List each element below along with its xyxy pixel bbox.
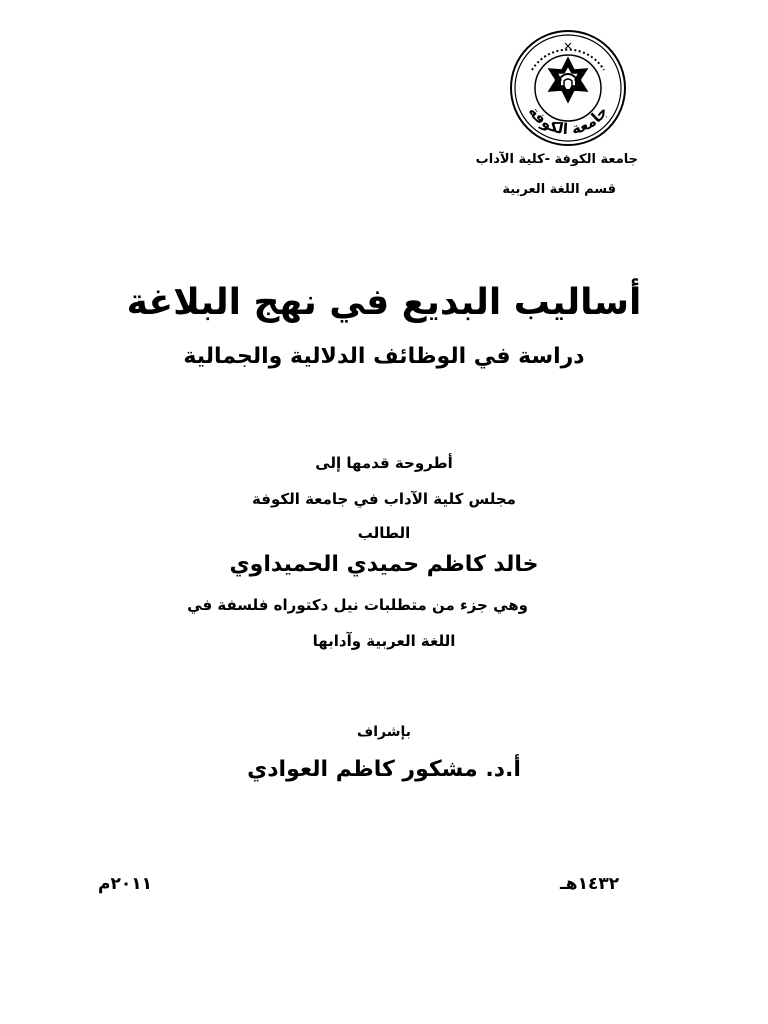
hijri-date: ١٤٣٢هـ: [560, 874, 620, 894]
seal-ring-text: جامعة الكوفة: [524, 102, 612, 139]
department-line: قسم اللغة العربية: [502, 182, 616, 197]
supervisor-name: أ.د. مشكور كاظم العوادي: [247, 757, 521, 782]
student-name: خالد كاظم حميدي الحميداوي: [229, 552, 539, 577]
degree-requirement-line-1: وهي جزء من متطلبات نيل دكتوراه فلسفة في: [187, 596, 528, 614]
college-council-line: مجلس كلية الآداب في جامعة الكوفة: [252, 490, 516, 508]
supervision-label: بإشراف: [356, 724, 412, 740]
university-college-line: جامعة الكوفة -كلية الآداب: [475, 152, 638, 167]
degree-requirement-line-2: اللغة العربية وآدابها: [312, 632, 456, 650]
student-label: الطالب: [357, 524, 411, 542]
university-seal-icon: [508, 28, 628, 148]
thesis-submitted-line: أطروحة قدمها إلى: [315, 454, 453, 472]
thesis-title: أساليب البديع في نهج البلاغة: [126, 282, 642, 323]
svg-text:✕: ✕: [563, 40, 573, 53]
gregorian-date: ٢٠١١م: [98, 874, 152, 894]
thesis-subtitle: دراسة في الوظائف الدلالية والجمالية: [183, 344, 585, 369]
svg-text:جامعة الكوفة: [525, 103, 612, 138]
